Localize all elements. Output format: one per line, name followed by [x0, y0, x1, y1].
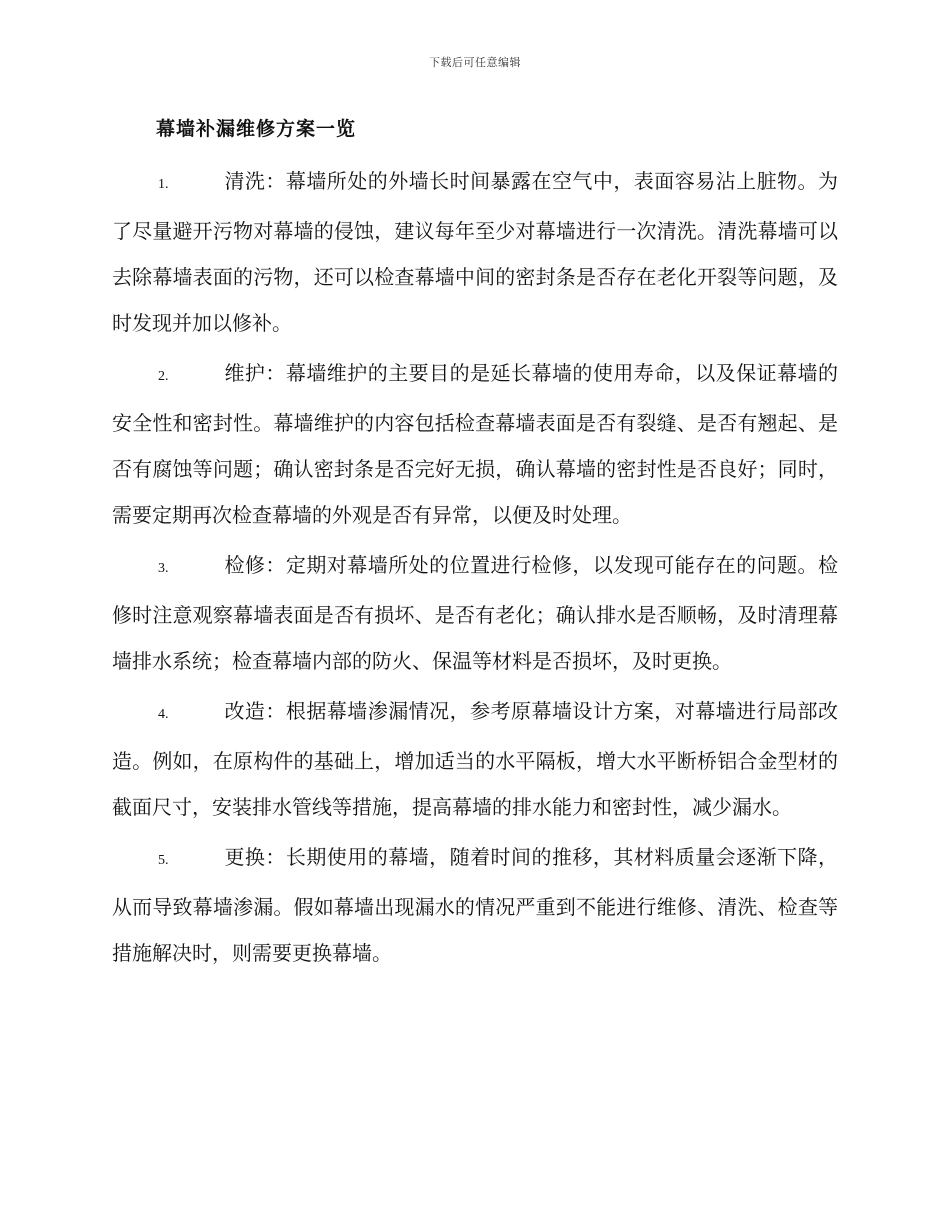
document-title: 幕墙补漏维修方案一览 — [156, 118, 357, 140]
item-text: 长期使用的幕墙，随着时间的推移，其材料质量会逐渐下降，从而导致幕墙渗漏。假如幕墙出现漏水的情况严重到不能进行维修、清洗、检查等措施解决时，则需要更换幕墙。 — [112, 845, 839, 965]
item-number: 3. — [158, 561, 169, 576]
list-item-replacement — [112, 834, 838, 976]
list-item-renovation — [112, 688, 838, 830]
list-item-inspection — [112, 542, 838, 684]
item-separator: ： — [265, 553, 286, 577]
item-text: 根据幕墙渗漏情况，参考原幕墙设计方案，对幕墙进行局部改造。例如，在原构件的基础上，增加适当的水平隔板，增大水平断桥铝合金型材的截面尺寸，安装排水管线等措施，提高幕墙的排水能力和密封性，减少漏水。 — [112, 699, 839, 819]
item-separator: ： — [265, 361, 286, 385]
item-label: 清洗 — [224, 169, 266, 193]
item-number: 2. — [158, 369, 169, 384]
item-text: 幕墙维护的主要目的是延长幕墙的使用寿命，以及保证幕墙的安全性和密封性。幕墙维护的内容包括检查幕墙表面是否有裂缝、是否有翘起、是否有腐蚀等问题；确认密封条是否完好无损，确认幕墙的密封性是否良好；同时，需要定期再次检查幕墙的外观是否有异常，以便及时处理。 — [112, 361, 839, 527]
item-text: 幕墙所处的外墙长时间暴露在空气中，表面容易沾上脏物。为了尽量避开污物对幕墙的侵蚀，建议每年至少对幕墙进行一次清洗。清洗幕墙可以去除幕墙表面的污物，还可以检查幕墙中间的密封条是否存在老化开裂等问题，及时发现并加以修补。 — [112, 169, 839, 335]
item-label: 检修 — [224, 553, 266, 577]
item-text: 定期对幕墙所处的位置进行检修，以发现可能存在的问题。检修时注意观察幕墙表面是否有损坏、是否有老化；确认排水是否顺畅，及时清理幕墙排水系统；检查幕墙内部的防火、保温等材料是否损坏，及时更换。 — [112, 553, 839, 673]
item-label: 更换 — [224, 845, 266, 869]
item-separator: ： — [265, 169, 286, 193]
item-number: 1. — [158, 177, 169, 192]
item-number: 4. — [158, 707, 169, 722]
header-note: 下载后可任意编辑 — [429, 56, 521, 69]
item-label: 维护 — [224, 361, 266, 385]
item-separator: ： — [265, 699, 286, 723]
list-item-cleaning — [112, 158, 838, 346]
item-label: 改造 — [224, 699, 266, 723]
document-body — [112, 158, 838, 980]
item-separator: ： — [265, 845, 286, 869]
list-item-maintenance — [112, 350, 838, 538]
item-number: 5. — [158, 853, 169, 868]
